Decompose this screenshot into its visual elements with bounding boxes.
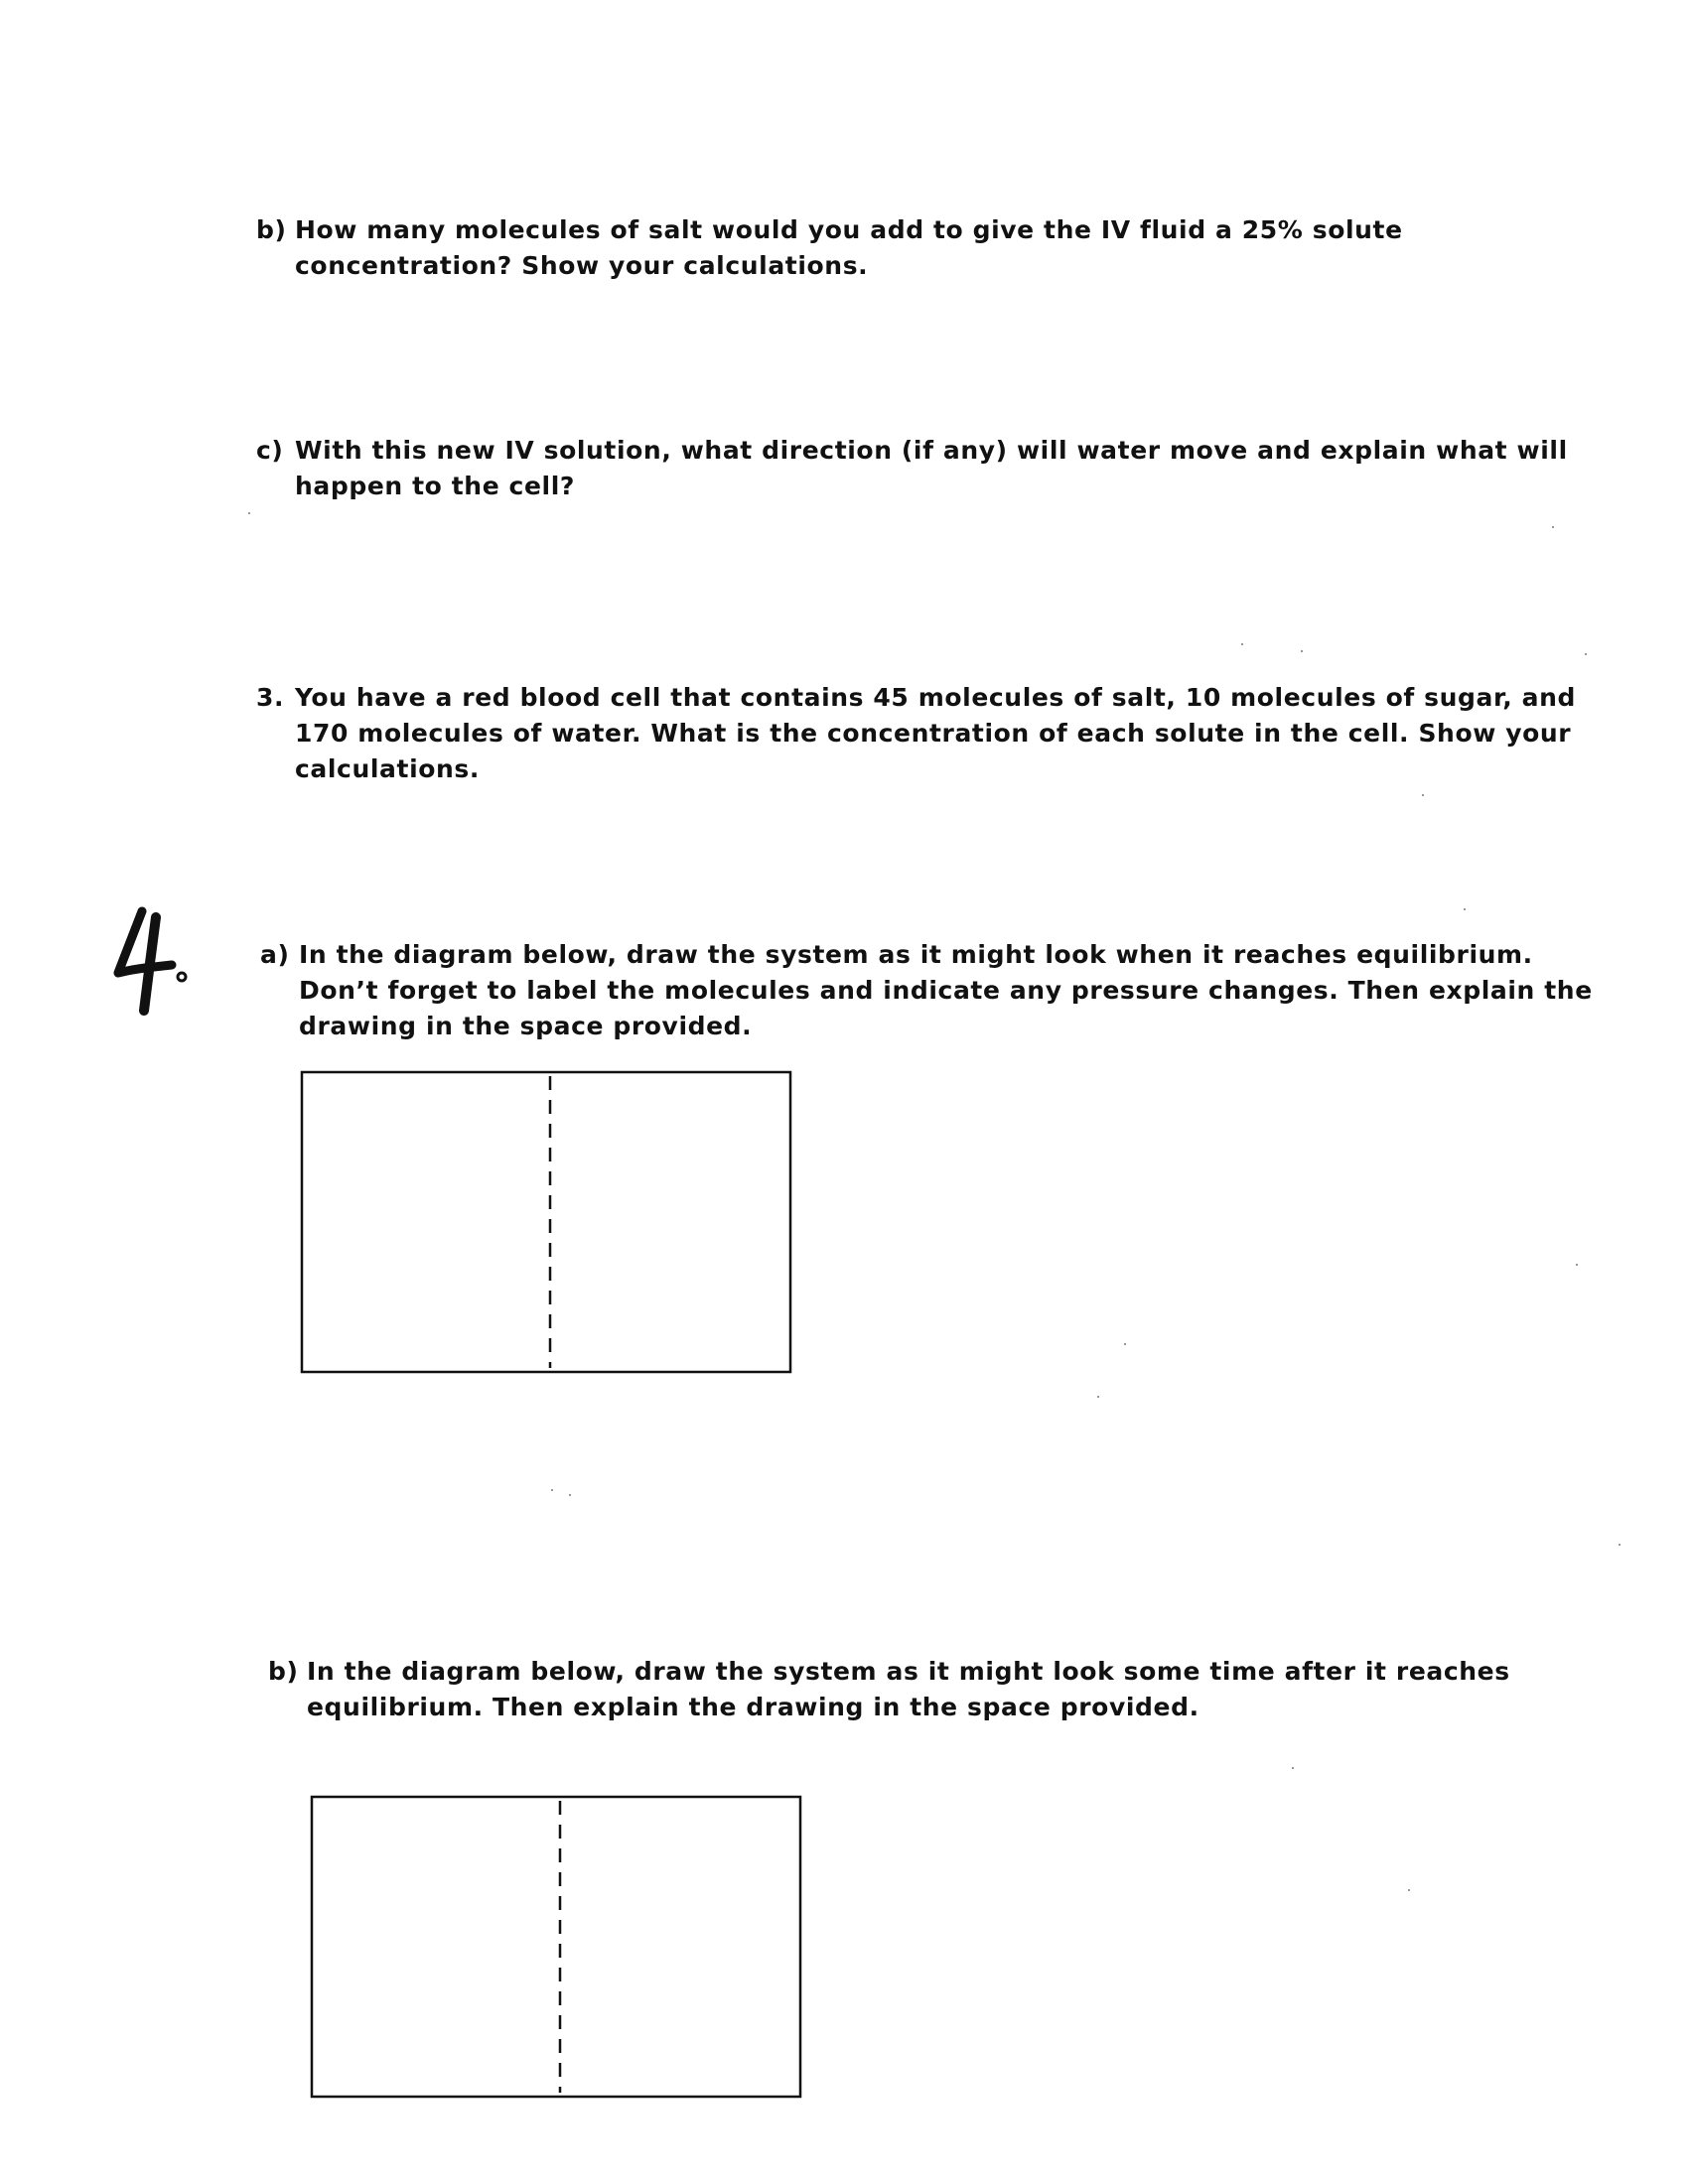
question-text-line: concentration? Show your calculations. [295, 251, 869, 280]
scan-speck [1576, 1264, 1578, 1266]
question-marker: a) [260, 940, 290, 969]
question-marker: c) [256, 436, 284, 465]
scan-speck [1292, 1767, 1294, 1769]
question-text-line: drawing in the space provided. [299, 1012, 753, 1040]
scan-speck [1585, 653, 1587, 655]
scan-speck [1552, 526, 1554, 528]
question-2b [256, 212, 1403, 284]
scan-speck [569, 1494, 571, 1496]
handwritten-question-number [104, 903, 194, 1023]
scan-speck [551, 1489, 553, 1491]
question-text-line: 170 molecules of water. What is the concentration of each solute in the cell. Show your [295, 719, 1572, 748]
question-3 [256, 680, 1576, 787]
container-outline [302, 1072, 790, 1372]
question-text-line: equilibrium. Then explain the drawing in the space provided. [307, 1693, 1199, 1721]
question-text-line: In the diagram below, draw the system as it might look when it reaches equilibrium. [299, 940, 1533, 969]
scan-speck [1422, 794, 1424, 796]
scan-speck [1124, 1343, 1126, 1345]
question-4b [268, 1654, 1510, 1725]
question-marker: b) [268, 1657, 299, 1686]
scan-speck [1619, 1544, 1621, 1546]
scan-speck [1408, 1889, 1410, 1891]
container-outline [312, 1797, 800, 2097]
question-text-line: happen to the cell? [295, 472, 575, 500]
scan-speck [1097, 1396, 1099, 1398]
question-text-line: In the diagram below, draw the system as it might look some time after it reaches [307, 1657, 1510, 1686]
membrane-diagram-after-equilibrium [310, 1795, 802, 2099]
question-4a [260, 937, 1593, 1044]
question-text-line: With this new IV solution, what direction (if any) will water move and explain what will [295, 436, 1568, 465]
scan-speck [248, 512, 250, 514]
question-text-line: You have a red blood cell that contains 45 molecules of salt, 10 molecules of sugar, and [295, 683, 1577, 712]
scan-speck [1464, 908, 1466, 910]
question-2c [256, 433, 1568, 504]
question-marker: 3. [256, 683, 285, 712]
question-text-line: calculations. [295, 754, 480, 783]
scan-speck [1241, 643, 1243, 645]
question-text-line: Don’t forget to label the molecules and indicate any pressure changes. Then explain the [299, 976, 1593, 1005]
scan-speck [1301, 650, 1303, 652]
question-marker: b) [256, 215, 287, 244]
question-text-line: How many molecules of salt would you add to give the IV fluid a 25% solute [295, 215, 1403, 244]
membrane-diagram-equilibrium [300, 1070, 792, 1374]
